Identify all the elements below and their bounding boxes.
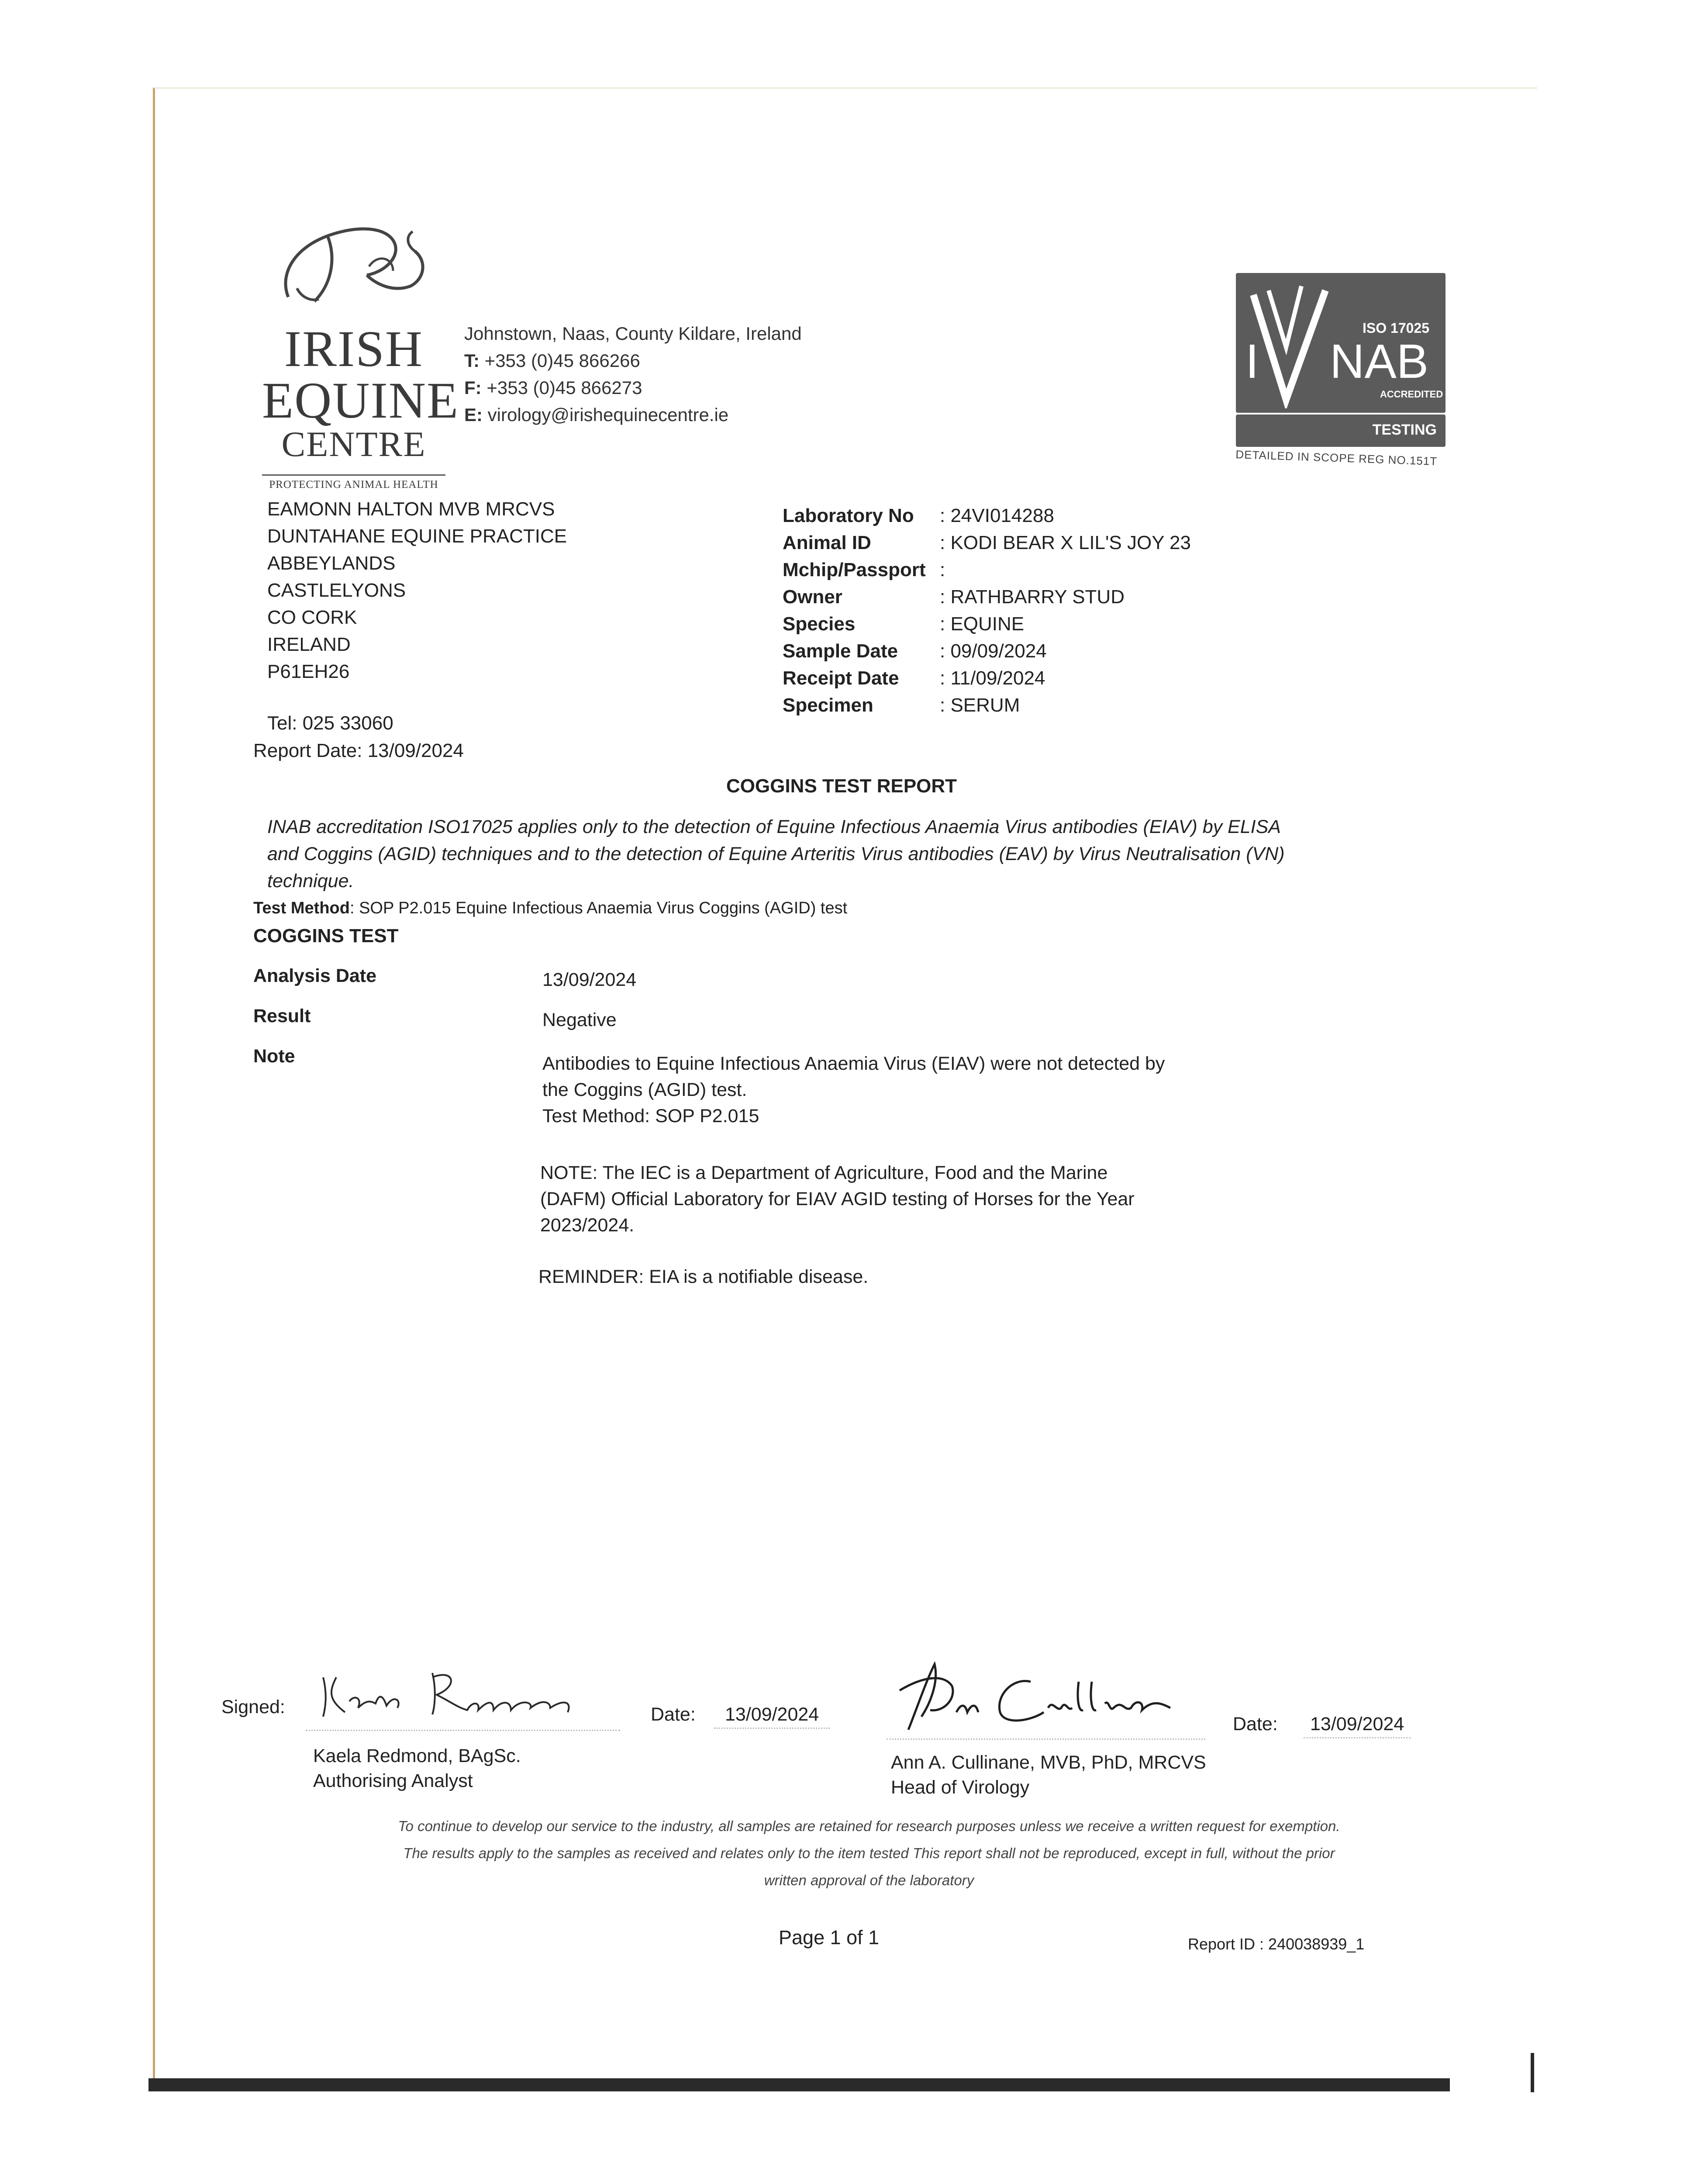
signatory-1-title: Authorising Analyst <box>313 1770 473 1791</box>
recipient-postcode: P61EH26 <box>267 661 350 682</box>
date-value-1: 13/09/2024 <box>714 1701 830 1729</box>
lab-fax: F: +353 (0)45 866273 <box>464 377 642 398</box>
lab-detail-row: Animal ID : KODI BEAR X LIL'S JOY 23 <box>783 532 1191 553</box>
lab-detail-row: Sample Date : 09/09/2024 <box>783 640 1047 662</box>
signature-1-script <box>321 1663 517 1698</box>
analysis-date-label: Analysis Date <box>253 965 377 986</box>
logo-line-centre: CENTRE <box>281 424 426 464</box>
inab-accreditation-badge <box>1235 273 1446 468</box>
result-label: Result <box>253 1006 311 1026</box>
logo-line-equine: EQUINE <box>262 372 459 429</box>
date-label-2: Date: <box>1233 1714 1278 1735</box>
signature-2-script <box>961 1669 1138 1704</box>
signatory-2-name: Ann A. Cullinane, MVB, PhD, MRCVS <box>891 1752 1206 1773</box>
recipient-name: EAMONN HALTON MVB MRCVS <box>267 498 555 520</box>
page-edge-mark <box>1531 2053 1534 2092</box>
logo-line-irish: IRISH <box>284 320 424 377</box>
footer-disclaimer: To continue to develop our service to the industry, all samples are retained for research purposes unless we receive a written request for exemption. The results apply to the samples as received and relates only to the item tested This report shall not be reproduced, except in full, without the prior written approval of the laboratory <box>398 1818 1340 1888</box>
lab-details-table <box>783 502 1263 719</box>
analysis-date-value: 13/09/2024 <box>542 969 637 990</box>
report-title: COGGINS TEST REPORT <box>726 775 957 797</box>
lab-contact-block <box>464 320 857 429</box>
recipient-line2: CASTLELYONS <box>267 580 406 601</box>
inab-testing-label: TESTING <box>1372 422 1437 438</box>
recipient-country: IRELAND <box>267 634 351 655</box>
inab-accredited-label: ACCREDITED <box>1380 389 1443 400</box>
lab-detail-row: Owner : RATHBARRY STUD <box>783 586 1125 608</box>
reminder-text: REMINDER: EIA is a notifiable disease. <box>538 1266 869 1287</box>
signatory-2-title: Head of Virology <box>891 1777 1030 1798</box>
dafm-notice: NOTE: The IEC is a Department of Agriculture, Food and the Marine (DAFM) Official Laboratory for EIAV AGID testing of Horses for the Year 2023/2024. <box>540 1162 1135 1236</box>
date-value-2: 13/09/2024 <box>1304 1711 1411 1738</box>
test-method-line: Test Method: SOP P2.015 Equine Infectious Anaemia Virus Coggins (AGID) test <box>253 899 848 917</box>
note-text: Antibodies to Equine Infectious Anaemia Virus (EIAV) were not detected by the Coggins (AGID) test. Test Method: SOP P2.015 <box>542 1053 1165 1127</box>
report-date: Report Date: 13/09/2024 <box>253 740 464 761</box>
inab-nab-label: NAB <box>1330 335 1429 388</box>
recipient-tel: Tel: 025 33060 <box>267 712 393 734</box>
recipient-address <box>267 496 660 685</box>
report-id: Report ID : 240038939_1 <box>1188 1935 1365 1953</box>
lab-email[interactable]: E: virology@irishequinecentre.ie <box>464 404 729 425</box>
signed-label: Signed: <box>221 1697 285 1717</box>
inab-iso-label: ISO 17025 <box>1363 320 1429 336</box>
lab-detail-row: Specimen : SERUM <box>783 695 1020 716</box>
page-number: Page 1 of 1 <box>779 1926 880 1949</box>
result-value: Negative <box>542 1009 617 1030</box>
page-edge-shadow <box>148 2078 1450 2091</box>
date-label-1: Date: <box>651 1704 696 1725</box>
accreditation-note: INAB accreditation ISO17025 applies only to the detection of Equine Infectious Anaemia Virus antibodies (EIAV) by ELISA and Coggins (AGID) techniques and to the detection of Equine Arteritis Virus antibodies (EAV) by Virus Neutralisation (VN) technique. <box>267 816 1285 892</box>
lab-detail-row: Species : EQUINE <box>783 613 1025 635</box>
note-label: Note <box>253 1046 295 1067</box>
horse-head-icon <box>262 210 445 323</box>
lab-detail-row: Mchip/Passport : <box>783 559 945 581</box>
irish-equine-centre-logo <box>262 210 459 491</box>
lab-detail-row: Receipt Date : 11/09/2024 <box>783 667 1045 689</box>
lab-address: Johnstown, Naas, County Kildare, Ireland <box>464 323 802 344</box>
inab-letter-i: I <box>1245 335 1259 388</box>
lab-phone: T: +353 (0)45 866266 <box>464 350 640 371</box>
signatory-1-name: Kaela Redmond, BAgSc. <box>313 1745 521 1766</box>
inab-scope-text: DETAILED IN SCOPE REG NO.151T <box>1235 448 1438 468</box>
recipient-practice: DUNTAHANE EQUINE PRACTICE <box>267 525 567 547</box>
logo-tagline: PROTECTING ANIMAL HEALTH <box>262 474 445 490</box>
lab-detail-row: Laboratory No : 24VI014288 <box>783 505 1054 526</box>
recipient-line1: ABBEYLANDS <box>267 553 396 574</box>
section-title-coggins-test: COGGINS TEST <box>253 925 399 947</box>
recipient-line3: CO CORK <box>267 607 357 628</box>
